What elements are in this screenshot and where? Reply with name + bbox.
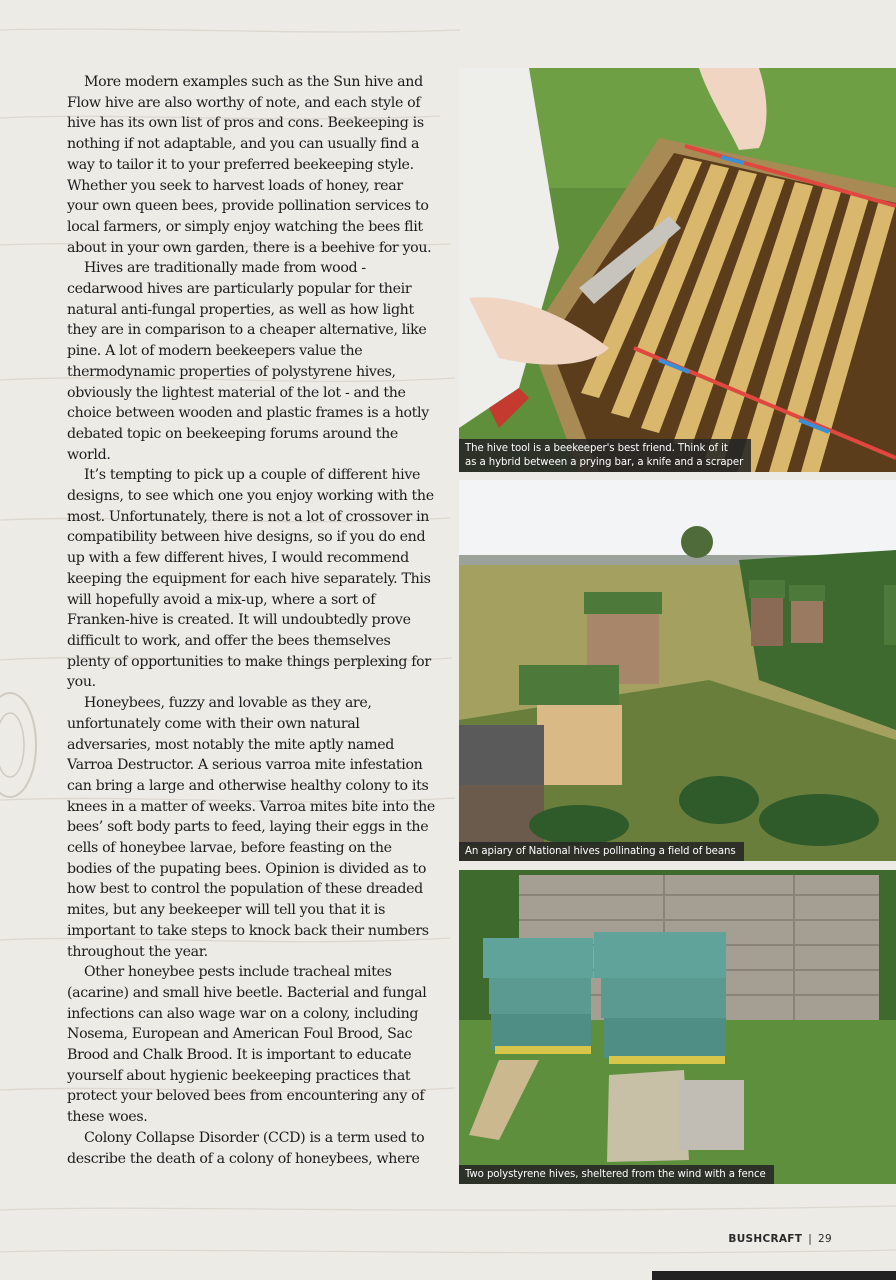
paragraph-6: Colony Collapse Disorder (CCD) is a term used to describe the death of a colony of honeybees, where bbox=[67, 1129, 425, 1167]
caption-polystyrene-hives: Two polystyrene hives, sheltered from the wind with a fence bbox=[459, 1165, 774, 1184]
paragraph-2: Hives are traditionally made from wood - cedarwood hives are particularly popular for their natural anti-fungal properties, as well as how light they are in comparison to a cheaper alternative, like pine. A lot of modern beekeepers value the thermodynamic properties of polystyrene hives, obviously the lightest material of the lot - and the choice between wooden and plastic frames is a hotly debated topic on beekeeping forums around the world. bbox=[67, 260, 429, 463]
paragraph-4: Honeybees, fuzzy and lovable as they are, unfortunately come with their own natural adversaries, most notably the mite aptly named Varroa Destructor. A serious varroa mite infestation can bring a large and otherwise healthy colony to its knees in a matter of weeks. Varroa mites bite into the bees’ soft body parts to feed, laying their eggs in the cells of honeybee larvae, before feasting on the bodies of the pupating bees. Opinion is divided as to how best to control the population of these dreaded mites, but any beekeeper will tell you that it is important to take steps to knock back their numbers throughout the year. bbox=[67, 695, 435, 960]
hive-frames-illustration bbox=[459, 68, 896, 472]
caption-hive-tool-line2: as a hybrid between a prying bar, a knife and a scraper bbox=[465, 456, 744, 468]
caption-apiary: An apiary of National hives pollinating a field of beans bbox=[459, 842, 744, 861]
paragraph-1: More modern examples such as the Sun hive and Flow hive are also worthy of note, and each style of hive has its own list of pros and cons. Beekeeping is nothing if not adaptable, and you can usually find a way to tailor it to your preferred beekeeping style. Whether you seek to harvest loads of honey, rear your own queen bees, provide pollination services to local farmers, or simply enjoy watching the bees flit about in your own garden, there is a beehive for you. bbox=[67, 74, 432, 256]
caption-hive-tool bbox=[459, 439, 751, 472]
corner-bar bbox=[652, 1271, 896, 1280]
photo-apiary bbox=[459, 480, 896, 861]
photo-hive-tool bbox=[459, 68, 896, 472]
footer-separator: | bbox=[808, 1233, 813, 1245]
magazine-name: BUSHCRAFT bbox=[728, 1233, 803, 1245]
apiary-illustration bbox=[459, 480, 896, 861]
paragraph-5: Other honeybee pests include tracheal mites (acarine) and small hive beetle. Bacterial and fungal infections can also wage war on a colony, including Nosema, European and American Foul Brood, Sac Brood and Chalk Brood. It is important to educate yourself about hygienic beekeeping practices that protect your beloved bees from encountering any of these woes. bbox=[67, 964, 427, 1126]
polystyrene-hives-illustration bbox=[459, 870, 896, 1184]
page-footer bbox=[728, 1233, 832, 1245]
page-number: 29 bbox=[818, 1233, 832, 1245]
paragraph-3: It’s tempting to pick up a couple of different hive designs, to see which one you enjoy working with the most. Unfortunately, there is not a lot of crossover in compatibility between hive designs, so if you do end up with a few different hives, I would recommend keeping the equipment for each hive separately. This will hopefully avoid a mix-up, where a sort of Franken-hive is created. It will undoubtedly prove difficult to work, and offer the bees themselves plenty of opportunities to make things perplexing for you. bbox=[67, 467, 434, 691]
article-body bbox=[67, 72, 435, 1169]
photo-polystyrene-hives bbox=[459, 870, 896, 1184]
caption-hive-tool-line1: The hive tool is a beekeeper's best friend. Think of it bbox=[465, 443, 728, 455]
